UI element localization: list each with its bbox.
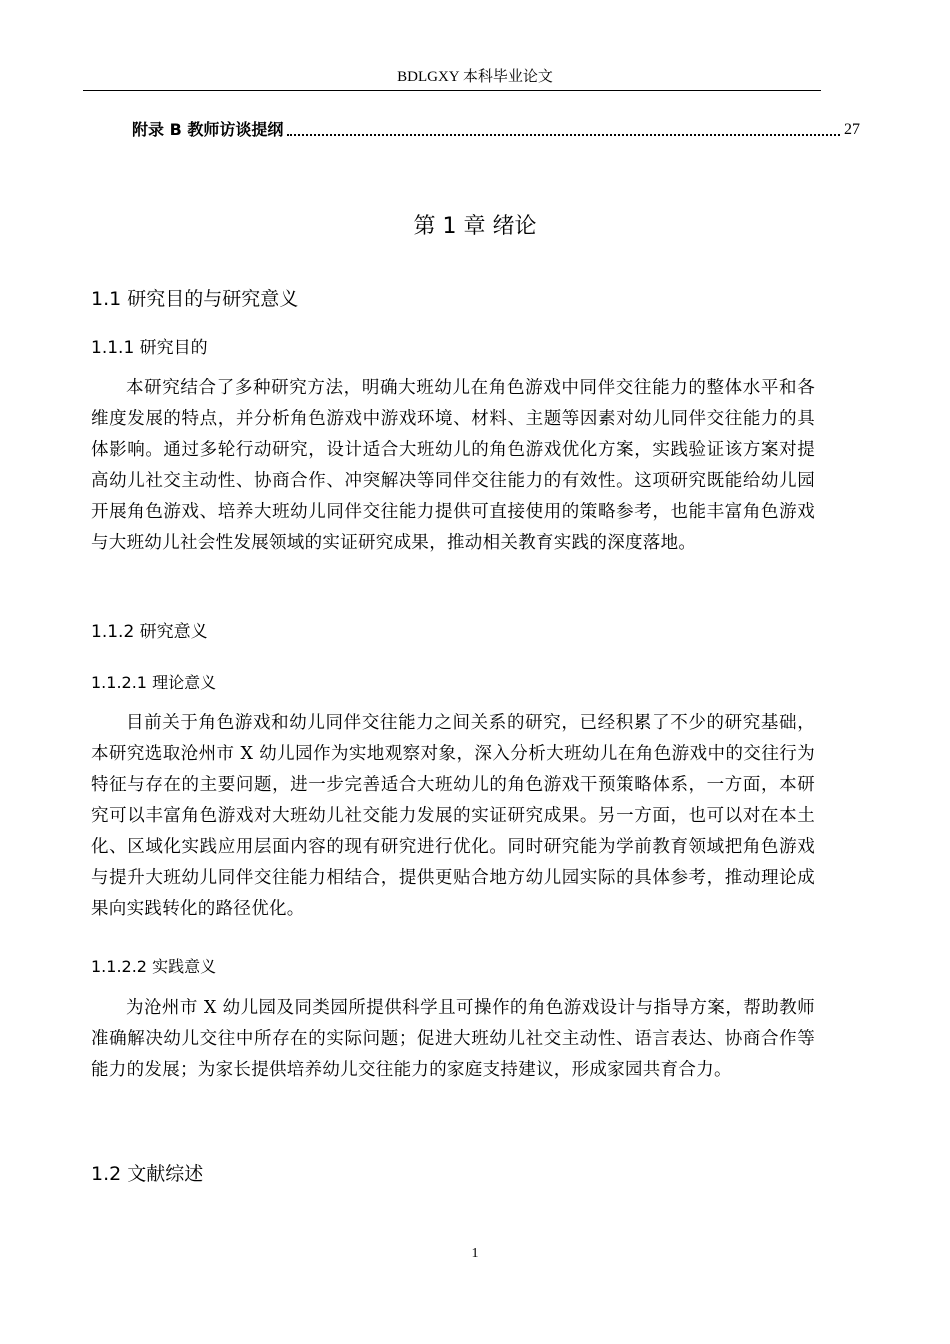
paragraph-practical-significance: 为沧州市 X 幼儿园及同类园所提供科学且可操作的角色游戏设计与指导方案，帮助教师准确解决幼儿交往中所存在的实际问题；促进大班幼儿社交主动性、语言表达、协商合作等能力的发展；为家长提供培养幼儿交往能力的家庭支持建议，形成家园共育合力。: [91, 998, 815, 1080]
toc-entry-appendix-b[interactable]: [132, 118, 860, 142]
running-header: BDLGXY 本科毕业论文: [397, 69, 553, 85]
section-heading-1-1-1: 1.1.1 研究目的: [91, 338, 208, 358]
chapter-title: 第 1 章 绪论: [413, 214, 537, 239]
section-heading-1-1: 1.1 研究目的与研究意义: [91, 288, 299, 310]
header-rule: [83, 90, 821, 91]
section-heading-1-2: 1.2 文献综述: [91, 1163, 204, 1185]
paragraph-research-purpose: 本研究结合了多种研究方法，明确大班幼儿在角色游戏中同伴交往能力的整体水平和各维度发展的特点，并分析角色游戏中游戏环境、材料、主题等因素对幼儿同伴交往能力的具体影响。通过多轮行动研究，设计适合大班幼儿的角色游戏优化方案，实践验证该方案对提高幼儿社交主动性、协商合作、冲突解决等同伴交往能力的有效性。这项研究既能给幼儿园开展角色游戏、培养大班幼儿同伴交往能力提供可直接使用的策略参考，也能丰富角色游戏与大班幼儿社会性发展领域的实证研究成果，推动相关教育实践的深度落地。: [91, 378, 815, 553]
paragraph-theoretical-significance: 目前关于角色游戏和幼儿同伴交往能力之间关系的研究，已经积累了不少的研究基础，本研究选取沧州市 X 幼儿园作为实地观察对象，深入分析大班幼儿在角色游戏中的交往行为特征与存在的主要问题，进一步完善适合大班幼儿的角色游戏干预策略体系，一方面，本研究可以丰富角色游戏对大班幼儿社交能力发展的实证研究成果。另一方面，也可以对在本土化、区域化实践应用层面内容的现有研究进行优化。同时研究能为学前教育领域把角色游戏与提升大班幼儿同伴交往能力相结合，提供更贴合地方幼儿园实际的具体参考，推动理论成果向实践转化的路径优化。: [91, 713, 815, 919]
toc-leader-dots: [287, 134, 840, 136]
page-number: 1: [471, 1246, 479, 1261]
section-heading-1-1-2-1: 1.1.2.1 理论意义: [91, 673, 217, 692]
toc-entry-title: 附录 B 教师访谈提纲: [132, 120, 284, 139]
section-heading-1-1-2-2: 1.1.2.2 实践意义: [91, 957, 217, 976]
toc-entry-page: 27: [844, 121, 860, 138]
section-heading-1-1-2: 1.1.2 研究意义: [91, 622, 208, 642]
